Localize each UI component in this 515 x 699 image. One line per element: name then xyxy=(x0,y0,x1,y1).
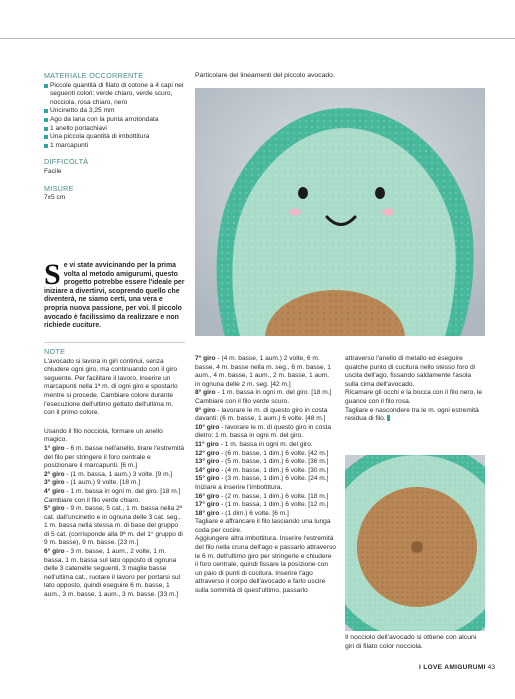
top-rule xyxy=(0,38,515,39)
materials-item: Una piccola quantità di imbottitura xyxy=(44,133,185,142)
instructions-col1 xyxy=(44,428,185,600)
materials-list xyxy=(44,82,185,151)
instruction-paragraph: 4° giro - 1 m. bassa in ogni m. del giro. [18 m.] Cambiare con il filo verde chiaro. xyxy=(44,487,181,504)
instruction-paragraph: 15° giro - (3 m. basse, 1 dim.) 6 volte. [24 m.] Iniziare a inserire l'imbottitura. xyxy=(195,475,329,491)
instruction-paragraph: 9° giro - lavorare le m. di questo giro in costa davanti: (6 m. basse, 1 aum.) 6 volte. [48 m.] xyxy=(195,406,328,423)
size-value: 7x5 cm xyxy=(44,194,66,202)
instruction-paragraph: Aggiungere altra imbottitura. Inserire l'estremità del filo nella cruna dell'ago e passarlo attraverso le 6 m. dell'ultimo giro per stringerle e chiudere il foro centrale, quindi fissare la posizione con un paio di punti di cucitura. Inserire l'ago attraverso il corpo dell'avocado e farlo uscire sulla sommità di quest'ultimo, passarlo xyxy=(195,535,336,595)
instruction-paragraph: 7° giro - (4 m. basse, 1 aum.) 2 volte, 6 m. basse, 4 m. basse nella m. seg., 6 m. basse, 1 aum., 4 m. basse, 1 aum., 2 m. basse, 1 aum. in ognuna delle 2 m. seg. [42 m.] xyxy=(195,355,331,388)
difficulty-value: Facile xyxy=(44,167,62,175)
notes-text: L'avocado si lavora in giri continui, senza chiudere ogni giro, ma continuando con il giro seguente. Per facilitare il lavoro, inserire un marcapunti nella 1ª m. di ogni giro e spostarlo mentre si procede. Cambiare colore durante l'esecuzione dell'ultimo gettato dell'ultima m. con il primo colore. xyxy=(44,357,178,417)
size-heading: MISURE xyxy=(44,183,74,193)
instruction-paragraph: 14° giro - (4 m. basse, 1 dim.) 6 volte. [30 m.] xyxy=(195,466,329,474)
difficulty-heading: DIFFICOLTÀ xyxy=(44,157,89,167)
photo2-caption: Il nocciolo dell'avocado si ottiene con alcuni giri di filato color nocciola. xyxy=(345,634,477,650)
drop-cap: S xyxy=(44,258,61,291)
instruction-paragraph: Ricamare gli occhi e la bocca con il filo nero, le guance con il filo rosa. xyxy=(345,389,483,405)
instruction-paragraph: 17° giro - (1 m. bassa, 1 dim.) 6 volte. [12 m.] xyxy=(195,501,329,509)
photo1-caption: Particolare dei lineamenti del piccolo avocado. xyxy=(195,72,335,79)
notes-column xyxy=(44,348,185,600)
intro-paragraph xyxy=(44,258,185,331)
magazine-name: I LOVE AMIGURUMI xyxy=(418,664,486,671)
materials-item: Ago da lana con la punta arrotondata xyxy=(44,116,185,125)
instruction-paragraph: 12° giro - (6 m. basse, 1 dim.) 6 volte. [42 m.] xyxy=(195,449,329,457)
instruction-paragraph: attraverso l'anello di metallo ed eseguire qualche punto di cucitura nello stesso foro di uscita dell'ago, fissando saldamente l'asola sulla cima dell'avocado. xyxy=(345,355,476,388)
end-mark-icon xyxy=(387,415,390,421)
materials-item: 1 marcapunti xyxy=(44,142,185,151)
instructions-col2 xyxy=(195,355,336,596)
instruction-paragraph: 1° giro - 6 m. basse nell'anello, tirare l'estremità del filo per stringere il foro centrale e posizionare il marcapunti. [6 m.] xyxy=(44,444,185,470)
instruction-paragraph: 5° giro - 9 m. basse, 5 cat., 1 m. bassa nella 2ª cat. dall'uncinetto e in ognuna delle 3 cat. seg., 1 m. bassa nella stessa m. di base del gruppo di 5 cat. (corrisponde alla 9ª m. del 1° gruppo di 9 m. basse), 9 m. basse. [23 m.] xyxy=(44,505,183,547)
instruction-paragraph: 3° giro - (1 aum.) 9 volte. [18 m.] xyxy=(44,479,141,487)
instruction-paragraph: 8° giro - 1 m. bassa in ogni m. del giro. [18 m.] xyxy=(195,389,332,397)
page-footer xyxy=(419,664,495,671)
materials-item: 1 anello portachiavi xyxy=(44,125,185,134)
instruction-paragraph: Cambiare con il filo verde scuro. xyxy=(195,397,290,405)
instruction-paragraph: Tagliare e nascondere tra le m. ogni estremità residua di filo. xyxy=(345,406,479,423)
instruction-paragraph: 18° giro - (1 dim.) 6 volte. [6 m.] xyxy=(195,509,289,517)
avocado-face-illustration xyxy=(195,88,485,336)
materials-item: Uncinetto da 3,25 mm xyxy=(44,107,185,116)
materials-heading: MATERIALE OCCORRENTE xyxy=(44,71,144,80)
materials-item: Piccole quantità di filato di cotone a 4 capi nei seguenti colori: verde chiaro, verde scuro, nocciola, rosa chiaro, nero xyxy=(44,82,185,108)
avocado-face-photo xyxy=(195,88,485,336)
instruction-paragraph: 2° giro - (1 m. bassa, 1 aum.) 3 volte. [9 m.] xyxy=(44,470,173,478)
instruction-paragraph: 10° giro - lavorare le m. di questo giro in costa dietro: 1 m. bassa in ogni m. del giro. xyxy=(195,423,332,440)
page-number: 43 xyxy=(487,664,495,671)
notes-heading: NOTE xyxy=(44,347,66,356)
intro-text: e vi state avvicinando per la prima volta al metodo amigurumi, questo progetto potrebbe essere l'ideale per iniziare a divertirvi, scoprendo quello che diventerà, ne siamo certi, una vera e propria nuova passione, per voi. Il piccolo avocado è facilissimo da realizzare e non richiede cuciture. xyxy=(44,262,185,330)
instruction-paragraph: 6° giro - 3 m. basse, 1 aum., 2 volte, 1 m. bassa, 1 m. bassa sul lato opposto di ognuna delle 3 catenelle seguenti, 3 maglie basse nell'ultima cat., ruotare il lavoro per portarsi sul lato opposto, quindi eseguire 6 m. basse, 1 aum., 3 m. basse, 1 aum., 3 m. basse. [33 m.] xyxy=(44,548,181,599)
section-divider xyxy=(44,342,185,343)
materials-block xyxy=(44,72,185,203)
instructions-col3 xyxy=(345,355,483,424)
avocado-pit-photo xyxy=(345,455,485,631)
instruction-paragraph: Usando il filo nocciola, formare un anello magico. xyxy=(44,427,163,444)
instruction-paragraph: Tagliare e affrancare il filo lasciando una lunga coda per cucire. xyxy=(195,518,331,534)
instruction-paragraph: 13° giro - (5 m. basse, 1 dim.) 6 volte. [36 m.] xyxy=(195,458,329,466)
instruction-paragraph: 11° giro - 1 m. bassa in ogni m. del giro. xyxy=(195,440,313,448)
avocado-pit-illustration xyxy=(345,455,485,631)
instruction-paragraph: 16° giro - (2 m. basse, 1 dim.) 6 volte. [18 m.] xyxy=(195,492,329,500)
